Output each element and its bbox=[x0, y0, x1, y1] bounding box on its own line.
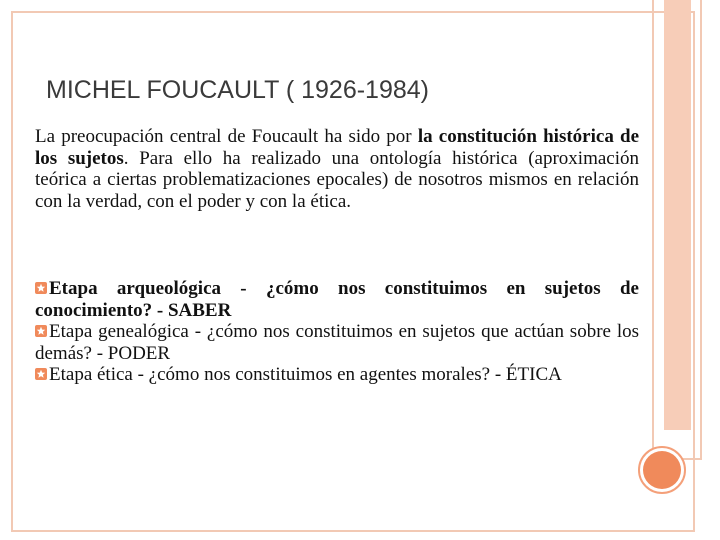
bullet-text: Etapa ética - ¿cómo nos constituimos en agentes morales? - ÉTICA bbox=[49, 364, 562, 385]
star-bullet-icon bbox=[35, 282, 47, 294]
bullet-item-genealogica bbox=[35, 321, 639, 364]
intro-bold-text: la constitución histórica de los sujetos bbox=[35, 126, 639, 169]
decorative-circle bbox=[643, 451, 681, 489]
intro-paragraph bbox=[35, 126, 639, 212]
bullet-item-arqueologica bbox=[35, 278, 639, 321]
bullet-item-etica bbox=[35, 364, 639, 386]
star-bullet-icon bbox=[35, 325, 47, 337]
intro-text-2: . Para ello ha realizado una ontología histórica (aproximación teórica a ciertas problematizaciones epocales) de nosotros mismos en relación con la verdad, con el poder y con la ética. bbox=[35, 147, 639, 212]
star-bullet-icon bbox=[35, 368, 47, 380]
bullet-list bbox=[35, 278, 639, 386]
bullet-text: Etapa genealógica - ¿cómo nos constituimos en sujetos que actúan sobre los demás? - PODER bbox=[35, 321, 639, 364]
decorative-rail bbox=[664, 0, 691, 430]
bullet-text: Etapa arqueológica - ¿cómo nos constituimos en sujetos de conocimiento? - SABER bbox=[35, 278, 639, 321]
slide-title: MICHEL FOUCAULT ( 1926-1984) bbox=[46, 76, 429, 104]
intro-text-1: La preocupación central de Foucault ha sido por bbox=[35, 126, 418, 147]
